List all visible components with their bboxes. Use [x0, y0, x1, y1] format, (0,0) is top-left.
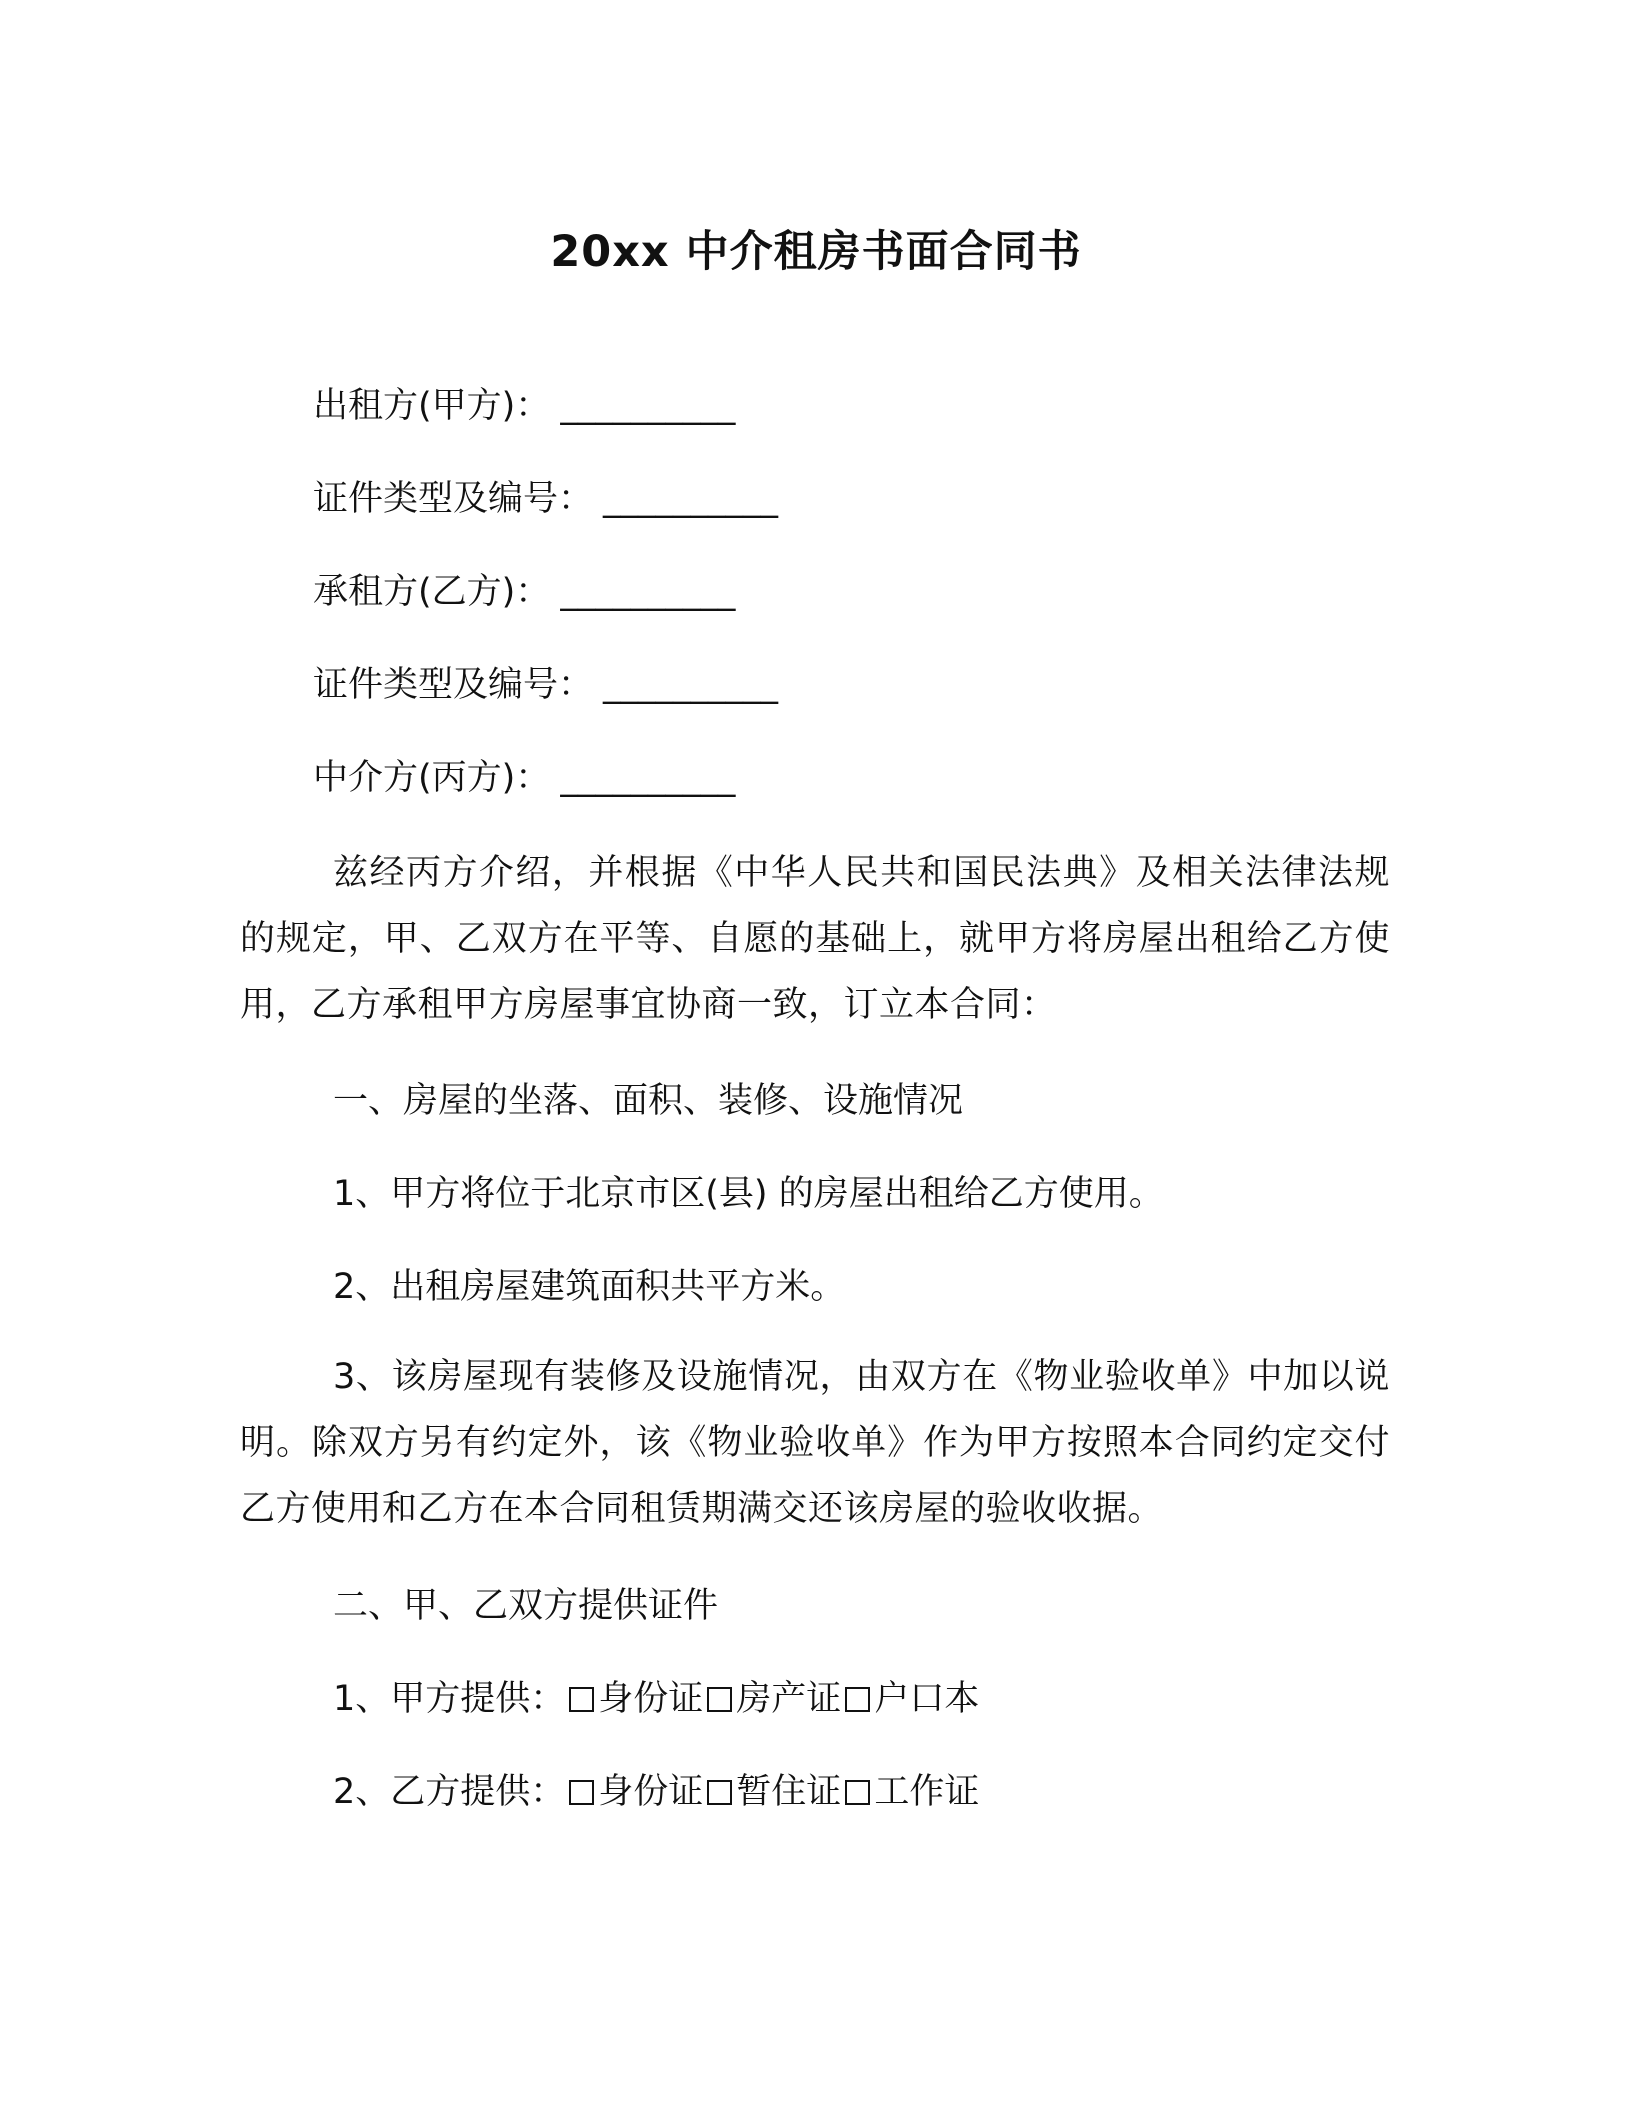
- section-2-heading: 二、甲、乙双方提供证件: [333, 1586, 719, 1626]
- section-1-item-2: 2、出租房屋建筑面积共平方米。: [333, 1267, 846, 1307]
- party-field-lessee-id: [313, 661, 778, 709]
- checkbox-option[interactable]: [707, 1768, 841, 1816]
- blank-line: __________: [560, 758, 736, 798]
- party-field-lessor: [313, 382, 735, 430]
- party-field-lessee: [313, 568, 735, 616]
- section-2-item-1: [333, 1675, 979, 1723]
- section-2-item-2: [333, 1768, 979, 1816]
- party-label: 出租方(甲方)：: [313, 386, 551, 426]
- party-field-agent: [313, 754, 735, 802]
- blank-line: __________: [560, 386, 736, 426]
- blank-line: __________: [560, 572, 736, 612]
- document-title: 20xx 中介租房书面合同书: [550, 227, 1082, 277]
- checkbox-label: 身份证: [598, 1679, 704, 1719]
- checkbox-option[interactable]: [569, 1675, 703, 1723]
- party-label: 中介方(丙方)：: [313, 758, 551, 798]
- checkbox-icon[interactable]: [845, 1687, 870, 1712]
- item-label: 2、乙方提供：: [333, 1772, 566, 1812]
- checkbox-label: 房产证: [736, 1679, 842, 1719]
- checkbox-label: 暂住证: [736, 1772, 842, 1812]
- checkbox-icon[interactable]: [569, 1780, 594, 1805]
- checkbox-icon[interactable]: [707, 1687, 732, 1712]
- checkbox-option[interactable]: [845, 1675, 979, 1723]
- checkbox-option[interactable]: [707, 1675, 841, 1723]
- party-label: 承租方(乙方)：: [313, 572, 551, 612]
- checkbox-option[interactable]: [569, 1768, 703, 1816]
- item-label: 1、甲方提供：: [333, 1679, 566, 1719]
- checkbox-label: 身份证: [598, 1772, 704, 1812]
- checkbox-option[interactable]: [845, 1768, 979, 1816]
- section-1-item-1: 1、甲方将位于北京市区(县) 的房屋出租给乙方使用。: [333, 1174, 1164, 1214]
- preamble-paragraph: 兹经丙方介绍，并根据《中华人民共和国民法典》及相关法律法规的规定，甲、乙双方在平等、自愿的基础上，就甲方将房屋出租给乙方使用，乙方承租甲方房屋事宜协商一致，订立本合同：: [240, 853, 1390, 1025]
- party-label: 证件类型及编号：: [313, 479, 594, 519]
- section-1-item-3: 3、该房屋现有装修及设施情况，由双方在《物业验收单》中加以说明。除双方另有约定外，该《物业验收单》作为甲方按照本合同约定交付乙方使用和乙方在本合同租赁期满交还该房屋的验收收据。: [240, 1357, 1390, 1529]
- section-1-heading: 一、房屋的坐落、面积、装修、设施情况: [333, 1081, 964, 1121]
- party-field-lessor-id: [313, 475, 778, 523]
- checkbox-label: 工作证: [874, 1772, 980, 1812]
- checkbox-icon[interactable]: [707, 1780, 732, 1805]
- checkbox-icon[interactable]: [569, 1687, 594, 1712]
- checkbox-label: 户口本: [874, 1679, 980, 1719]
- checkbox-icon[interactable]: [845, 1780, 870, 1805]
- blank-line: __________: [603, 479, 779, 519]
- party-label: 证件类型及编号：: [313, 665, 594, 705]
- blank-line: __________: [603, 665, 779, 705]
